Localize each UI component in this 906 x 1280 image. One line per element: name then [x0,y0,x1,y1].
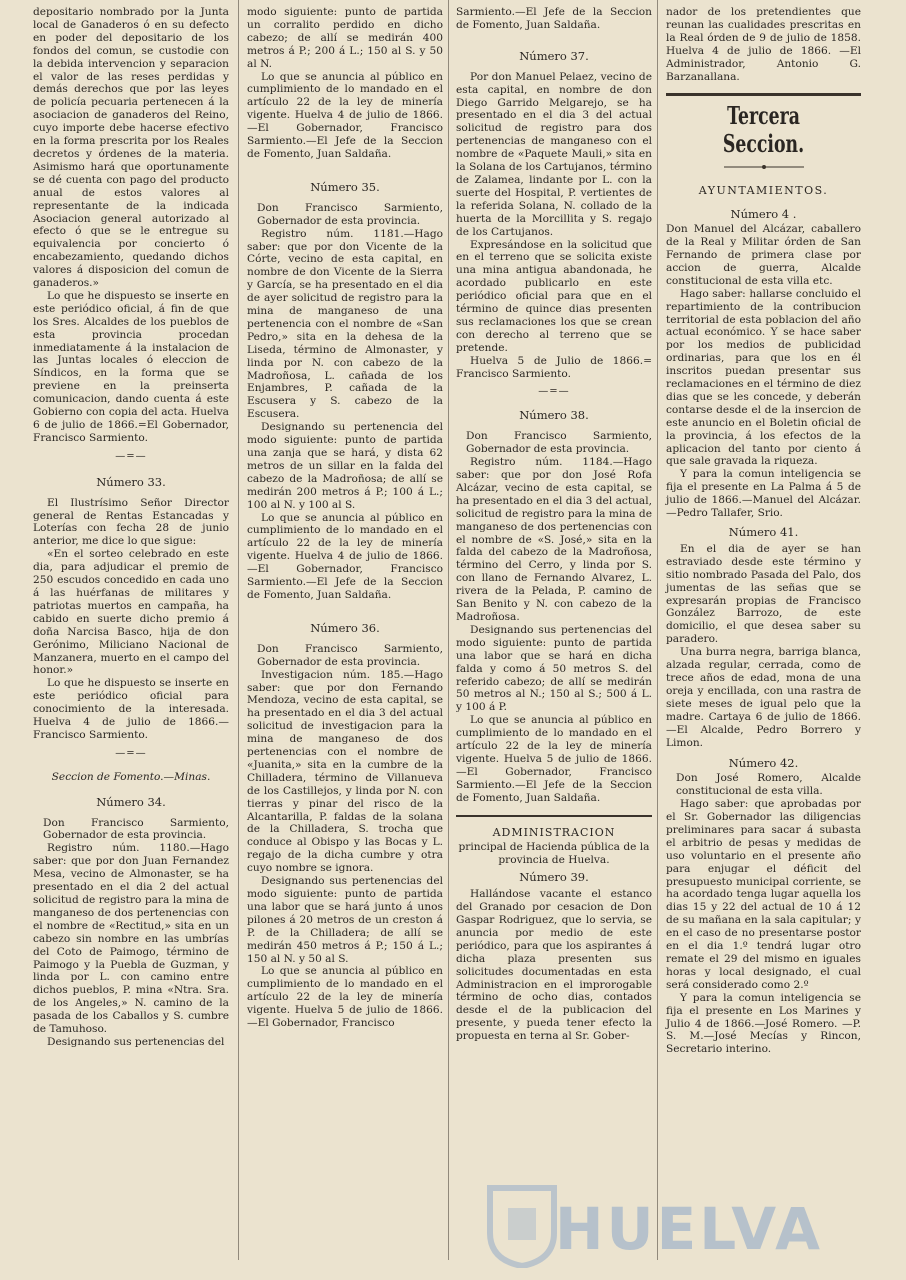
paragraph: Registro núm. 1184.—Hago saber: que por don José Rofa Alcázar, vecino de esta capital, se ha presentado en el dia 3 del actual, solicitud de registro para la mina de manganeso de dos pertenencias con el nombre de «S. José,» sita en la falda del cabezo de la Madroñosa, término del Cerro, y linda por S. con llano de Fernando Alvarez, L. rivera de la Pelada, P. camino de San Benito y N. con cabezo de la Madroñosa. [456,456,652,623]
paragraph: Investigacion núm. 185.—Hago saber: que por don Fernando Mendoza, vecino de esta capital, se ha presentado en el dia 3 del actual solicitud de investigacion para la mina de manganeso de dos pertenencias con el nombre de «Juanita,» sita en la cumbre de la Chilladera, término de Villanueva de los Castillejos, y linda por N. con tierras y pinar del risco de la Alcantarilla, P. faldas de la solana de la Chilladera, S. trocha que conduce al Obispo y las Bocas y L. regajo de la dicha cumbre y otra cuyo nombre se ignora. [247,668,443,875]
paragraph: modo siguiente: punto de partida un corralito perdido en dicho cabezo; de allí se medirán 400 metros á P.; 200 á L.; 150 al S. y 50 al N. [247,6,443,70]
ornament-icon [724,164,804,170]
column-2 [247,6,443,1030]
paragraph: Lo que se anuncia al público en cumplimiento de lo mandado en el artículo 22 de la ley de minería vigente. Huelva 4 de julio de 1866.—El Gobernador, Francisco Sarmiento.—El Jefe de la Seccion de Fomento, Juan Saldaña. [247,70,443,160]
paragraph: En el dia de ayer se han estraviado desde este término y sitio nombrado Pasada del Palo, dos jumentas de las señas que se expresarán propias de Francisco González Barrozo, de este domicilio, el que desea saber su paradero. [666,542,861,646]
paragraph: depositario nombrado por la Junta local de Ganaderos ó en su defecto en poder del depositario de los fondos del comun, se custodie con la debida intervencion y separacion el valor de las reses perdidas y demás derechos que por las leyes de policía pecuaria pertenecen á la asociacion de ganaderos del Reino, cuyo importe debe hacerse efectivo en la forma prescrita por los Reales decretos y órdenes de la materia. Asimismo hará que oportunamente se dé cuenta con pago del producto anual de estos valores al representante de la indicada Asociacion general autorizado al efecto ó que se le entregue su equivalencia por concierto ó encabezamiento, quedando dichos valores á disposicion del comun de ganaderos.» [33,6,229,290]
paragraph: Don Francisco Sarmiento, Gobernador de esta provincia. [466,430,652,456]
section-rule [666,93,861,96]
paragraph: Lo que he dispuesto se inserte en este periódico oficial, á fin de que los Sres. Alcaldes de los pueblos de esta provincia procedan inmediatamente á la instalacion de las Juntas locales ó eleccion de Síndicos, en la forma que se previene en la preinserta comunicacion, dando cuenta á este Gobierno con copia del acta. Huelva 6 de julio de 1866.=El Gobernador, Francisco Sarmiento. [33,289,229,444]
section-subheading: principal de Hacienda pública de la provincia de Huelva. [458,841,650,867]
paragraph: Por don Manuel Pelaez, vecino de esta capital, en nombre de don Diego Garrido Melgarejo, se ha presentado en el dia 3 del actual solicitud de registro para dos pertenencias de manganeso con el nombre de «Paquete Mauli,» sita en la Solana de los Cartujanos, término de Zalamea, lindante por L. con la suerte del Hospital, P. vertientes de la referida Solana, N. collado de la huerta de la Morcillita y S. regajo de los Cartujanos. [456,70,652,238]
column-divider [657,0,658,1260]
paragraph: Designando sus pertenencias del modo siguiente: punto de partida una labor que se hará junto á unos pilones á 20 metros de un creston á P. de la Chilladera; de allí se medirán 450 metros á P.; 150 á L.; 150 al N. y 50 al S. [247,875,443,965]
paragraph: Huelva 5 de Julio de 1866.= Francisco Sarmiento. [456,354,652,380]
paragraph: Don Francisco Sarmiento, Gobernador de esta provincia. [257,201,443,227]
paragraph: Don José Romero, Alcalde constitucional de esta villa. [676,772,861,798]
notice-number: Número 35. [310,179,380,194]
paragraph: Hago saber: que aprobadas por el Sr. Gobernador las diligencias preliminares para sacar á subasta el arbitrio de pesas y medidas de uso voluntario en el presente año para enjugar el déficit del presupuesto municipal corriente, se ha acordado tenga lugar aquella los dias 15 y 22 del actual de 10 á 12 de su mañana en la sala capitular; y en el caso de no presentarse postor en el dia 1.º tendrá lugar otro remate el 29 del mismo en iguales horas y local designado, el cual será considerado como 2.º [666,798,861,991]
paragraph: Don Manuel del Alcázar, caballero de la Real y Militar órden de San Fernando de primera clase por accion de guerra, Alcalde constitucional de esta villa etc. [666,223,861,287]
paragraph: Don Francisco Sarmiento, Gobernador de esta provincia. [43,816,229,842]
column-4 [666,6,861,1056]
separator: —=— [115,450,147,462]
watermark-text: HUELVA [555,1195,824,1263]
notice-number: Número 39. [519,870,589,885]
paragraph: Sarmiento.—El Jefe de la Seccion de Fomento, Juan Saldaña. [456,6,652,31]
paragraph: Registro núm. 1180.—Hago saber: que por don Juan Fernandez Mesa, vecino de Almonaster, se ha presentado en el dia 2 del actual solicitud de registro para la mina de manganeso de dos pertenencias con el nombre de «Rectitud,» sita en un cabezo sin nombre en las umbrías del Coto de Paimogo, término de Paimogo y la Puebla de Guzman, y linda por L. con camino entre dichos pueblos, P. mina «Ntra. Sra. de los Angeles,» N. camino de la pasada de los Caballos y S. cumbre de Tamuhoso. [33,842,229,1036]
paragraph: Una burra negra, barriga blanca, alzada regular, cerrada, como de trece años de edad, mona de una oreja y encillada, con una rastra de siete meses de igual pelo que la madre. Cartaya 6 de julio de 1866.—El Alcalde, Pedro Borrero y Limon. [666,646,861,749]
section-subheading: AYUNTAMIENTOS. [698,184,829,198]
notice-number: Número 41. [728,525,799,539]
paragraph: nador de los pretendientes que reunan las cualidades prescritas en la Real órden de 9 de julio de 1858. Huelva 4 de julio de 1866. —El Administrador, Antonio G. Barzanallana. [666,6,861,83]
notice-number: Número 33. [96,474,166,489]
notice-number: Número 37. [519,48,589,63]
notice-number: Número 34. [96,794,166,809]
notice-number: Número 38. [519,408,589,423]
column-divider [238,0,239,1260]
paragraph: Y para la comun inteligencia se fija el presente en La Palma á 5 de julio de 1866.—Manuel del Alcázar.—Pedro Tallafer, Srio. [666,468,861,520]
notice-number: Número 36. [310,620,380,635]
paragraph: Designando sus pertenencias del [47,1035,225,1048]
paragraph: Hallándose vacante el estanco del Granado por cesacion de Don Gaspar Rodriguez, que lo servia, se anuncia por medio de este periódico, para que los aspirantes á dicha plaza presenten sus solicitudes documentadas en esta Administracion en el improrogable término de ocho dias, contados desde el de la publicacion del presente, y pueda tener efecto la propuesta en terna al Sr. Gober- [456,888,652,1043]
paragraph: Lo que se anuncia al público en cumplimiento de lo mandado en el artículo 22 de la ley de minería vigente. Huelva 5 de julio de 1866.—El Gobernador, Francisco Sarmiento.—El Jefe de la Seccion de Fomento, Juan Saldaña. [456,714,652,804]
section-rule [456,815,652,817]
column-1 [33,6,229,1049]
paragraph: Lo que se anuncia al público en cumplimiento de lo mandado en el artículo 22 de la ley de minería vigente. Huelva 4 de julio de 1866.—El Gobernador, Francisco Sarmiento.—El Jefe de la Seccion de Fomento, Juan Saldaña. [247,511,443,601]
paragraph: Y para la comun inteligencia se fija el presente en Los Marines y Julio 4 de 1866.—José Romero. —P. S. M.—José Mecías y Rincon, Secretario interino. [666,991,861,1056]
separator: —=— [538,386,570,398]
column-3 [456,6,652,1043]
paragraph: Don Francisco Sarmiento, Gobernador de esta provincia. [257,642,443,668]
paragraph: Lo que se anuncia al público en cumplimiento de lo mandado en el artículo 22 de la ley de minería vigente. Huelva 5 de julio de 1866.—El Gobernador, Francisco [247,965,443,1030]
paragraph: Designando su pertenencia del modo siguiente: punto de partida una zanja que se hará, y dista 62 metros de un sillar en la falda del cabezo de la Madroñosa; de allí se medirán 200 metros á P.; 100 á L.; 100 al N. y 100 al S. [247,421,443,511]
notice-number: Número 42. [728,756,799,771]
paragraph: Hago saber: hallarse concluido el repartimiento de la contribucion territorial de esta poblacion del año actual económico. Y se hace saber por los medios de publicidad ordinarias, para que los en él inscritos puedan presentar sus reclamaciones en el término de diez dias que se les concede, y deberán contarse desde el de la insercion de este anuncio en el Boletin oficial de la provincia, á los efectos de la aplicacion del tanto por ciento á que sale gravada la riqueza. [666,287,861,468]
paragraph: Registro núm. 1181.—Hago saber: que por don Vicente de la Córte, vecino de esta capital, en nombre de don Vicente de la Sierra y García, se ha presentado en el dia de ayer solicitud de registro para la mina de manganeso de una pertenencia con el nombre de «San Pedro,» sita en la dehesa de la Liseda, término de Almonaster, y linda por N. con cabezo de la Madroñosa, L. cañada de los Enjambres, P. cañada de la Escusera y S. cabezo de la Escusera. [247,227,443,421]
section-heading: Seccion de Fomento.—Minas. [51,770,211,783]
section-title: Tercera Seccion. [722,101,805,159]
separator: —=— [115,747,147,759]
notice-number: Número 4 . [730,207,797,222]
watermark-logo-icon [480,1178,564,1268]
column-divider [448,0,449,1260]
paragraph: Expresándose en la solicitud que en el terreno que se solicita existe una mina antigua abandonada, he acordado publicarlo en este periódico oficial para que en el término de quince dias presenten sus reclamaciones los que se crean con derecho al terreno que se pretende. [456,238,652,354]
section-heading: ADMINISTRACION [492,825,616,839]
paragraph: Lo que he dispuesto se inserte en este periódico oficial para conocimiento de la interesada. Huelva 4 de julio de 1866.—Francisco Sarmiento. [33,677,229,741]
paragraph: «En el sorteo celebrado en este dia, para adjudicar el premio de 250 escudos concedido en cada uno á las huérfanas de militares y patriotas muertos en campaña, ha cabido en suerte dicho premio á doña Narcisa Basco, hija de don Gerónimo, Miliciano Nacional de Manzanera, muerto en el campo del honor.» [33,548,229,677]
paragraph: Designando sus pertenencias del modo siguiente: punto de partida una labor que se hará en dicha falda y como á 50 metros S. del referido cabezo; de allí se medirán 50 metros al N.; 150 al S.; 500 á L. y 100 á P. [456,623,652,714]
paragraph: El Ilustrísimo Señor Director general de Rentas Estancadas y Loterías con fecha 28 de junio anterior, me dice lo que sigue: [33,496,229,548]
ornament-divider [666,162,861,175]
